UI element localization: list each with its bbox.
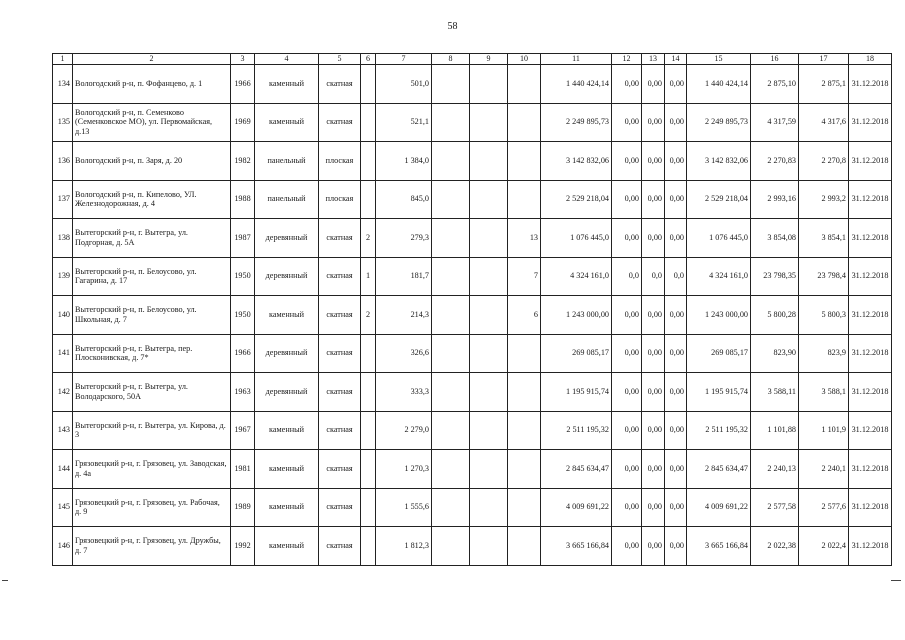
column-13-cell: 0,00 (642, 296, 665, 335)
total-cost-cell: 2 511 195,32 (541, 411, 612, 450)
rounded-unit-cost-cell: 2 577,6 (799, 488, 849, 527)
rounded-unit-cost-cell: 2 022,4 (799, 527, 849, 566)
column-14-cell: 0,00 (665, 219, 687, 258)
residents-cell (508, 65, 541, 104)
area-cell: 501,0 (376, 65, 432, 104)
column-15-cell: 2 511 195,32 (687, 411, 751, 450)
column-8-cell (432, 450, 470, 489)
unit-cost-cell: 2 270,83 (751, 142, 799, 181)
column-number-header: 7 (376, 54, 432, 65)
floors-cell (361, 180, 376, 219)
address-cell: Вытегорский р-н, п. Белоусово, ул. Школьная, д. 7 (73, 296, 231, 335)
column-13-cell: 0,00 (642, 334, 665, 373)
column-9-cell (470, 411, 508, 450)
column-15-cell: 1 440 424,14 (687, 65, 751, 104)
unit-cost-cell: 1 101,88 (751, 411, 799, 450)
roof-type-cell: скатная (319, 103, 361, 142)
row-number-cell: 144 (53, 450, 73, 489)
address-cell: Грязовецкий р-н, г. Грязовец, ул. Рабочая, д. 9 (73, 488, 231, 527)
column-13-cell: 0,00 (642, 488, 665, 527)
column-8-cell (432, 334, 470, 373)
column-15-cell: 3 142 832,06 (687, 142, 751, 181)
deadline-date-cell: 31.12.2018 (849, 180, 892, 219)
residents-cell (508, 334, 541, 373)
address-cell: Вытегорский р-н, п. Белоусово, ул. Гагарина, д. 17 (73, 257, 231, 296)
residents-cell (508, 411, 541, 450)
year-cell: 1982 (231, 142, 255, 181)
column-14-cell: 0,00 (665, 296, 687, 335)
column-14-cell: 0,00 (665, 103, 687, 142)
roof-type-cell: скатная (319, 257, 361, 296)
column-number-header: 16 (751, 54, 799, 65)
column-9-cell (470, 142, 508, 181)
column-13-cell: 0,00 (642, 527, 665, 566)
column-number-header: 4 (255, 54, 319, 65)
total-cost-cell: 1 076 445,0 (541, 219, 612, 258)
roof-type-cell: скатная (319, 527, 361, 566)
floors-cell (361, 65, 376, 104)
column-15-cell: 2 845 634,47 (687, 450, 751, 489)
floors-cell (361, 411, 376, 450)
year-cell: 1966 (231, 65, 255, 104)
column-13-cell: 0,00 (642, 373, 665, 412)
residents-cell (508, 450, 541, 489)
unit-cost-cell: 823,90 (751, 334, 799, 373)
column-number-header: 10 (508, 54, 541, 65)
year-cell: 1950 (231, 257, 255, 296)
area-cell: 333,3 (376, 373, 432, 412)
total-cost-cell: 3 142 832,06 (541, 142, 612, 181)
total-cost-cell: 1 243 000,00 (541, 296, 612, 335)
margin-mark (2, 580, 8, 581)
total-cost-cell: 1 195 915,74 (541, 373, 612, 412)
column-14-cell: 0,00 (665, 334, 687, 373)
wall-material-cell: каменный (255, 65, 319, 104)
deadline-date-cell: 31.12.2018 (849, 527, 892, 566)
table-body (53, 65, 892, 566)
column-number-header: 15 (687, 54, 751, 65)
total-cost-cell: 2 249 895,73 (541, 103, 612, 142)
wall-material-cell: панельный (255, 142, 319, 181)
area-cell: 521,1 (376, 103, 432, 142)
unit-cost-cell: 2 577,58 (751, 488, 799, 527)
residents-cell: 7 (508, 257, 541, 296)
unit-cost-cell: 2 875,10 (751, 65, 799, 104)
column-12-cell: 0,00 (612, 334, 642, 373)
deadline-date-cell: 31.12.2018 (849, 411, 892, 450)
area-cell: 279,3 (376, 219, 432, 258)
address-cell: Вытегорский р-н, г. Вытегра, ул. Подгорная, д. 5А (73, 219, 231, 258)
rounded-unit-cost-cell: 1 101,9 (799, 411, 849, 450)
column-9-cell (470, 257, 508, 296)
address-cell: Вытегорский р-н, г. Вытегра, пер. Плосконивская, д. 7* (73, 334, 231, 373)
table-row (53, 219, 892, 258)
column-number-header: 11 (541, 54, 612, 65)
rounded-unit-cost-cell: 5 800,3 (799, 296, 849, 335)
address-cell: Вологодский р-н, п. Фофанцево, д. 1 (73, 65, 231, 104)
table-row (53, 180, 892, 219)
margin-mark (891, 580, 901, 581)
column-9-cell (470, 180, 508, 219)
column-9-cell (470, 65, 508, 104)
row-number-cell: 136 (53, 142, 73, 181)
column-9-cell (470, 488, 508, 527)
column-13-cell: 0,00 (642, 411, 665, 450)
column-8-cell (432, 527, 470, 566)
floors-cell: 2 (361, 296, 376, 335)
unit-cost-cell: 23 798,35 (751, 257, 799, 296)
table-row (53, 257, 892, 296)
column-13-cell: 0,00 (642, 142, 665, 181)
year-cell: 1981 (231, 450, 255, 489)
year-cell: 1992 (231, 527, 255, 566)
column-number-header: 17 (799, 54, 849, 65)
column-8-cell (432, 296, 470, 335)
row-number-cell: 137 (53, 180, 73, 219)
column-number-header: 3 (231, 54, 255, 65)
area-cell: 1 812,3 (376, 527, 432, 566)
column-12-cell: 0,00 (612, 411, 642, 450)
table-row (53, 373, 892, 412)
residents-cell: 13 (508, 219, 541, 258)
row-number-cell: 141 (53, 334, 73, 373)
column-14-cell: 0,00 (665, 180, 687, 219)
residents-cell (508, 142, 541, 181)
unit-cost-cell: 2 993,16 (751, 180, 799, 219)
column-14-cell: 0,00 (665, 373, 687, 412)
table-row (53, 488, 892, 527)
address-cell: Вытегорский р-н, г. Вытегра, ул. Кирова, д. 3 (73, 411, 231, 450)
column-number-header: 9 (470, 54, 508, 65)
column-9-cell (470, 373, 508, 412)
column-13-cell: 0,00 (642, 103, 665, 142)
column-12-cell: 0,00 (612, 488, 642, 527)
column-8-cell (432, 488, 470, 527)
unit-cost-cell: 2 022,38 (751, 527, 799, 566)
column-12-cell: 0,00 (612, 219, 642, 258)
column-12-cell: 0,0 (612, 257, 642, 296)
deadline-date-cell: 31.12.2018 (849, 334, 892, 373)
table-row (53, 142, 892, 181)
column-number-header: 5 (319, 54, 361, 65)
rounded-unit-cost-cell: 2 270,8 (799, 142, 849, 181)
residents-cell (508, 527, 541, 566)
column-12-cell: 0,00 (612, 450, 642, 489)
residents-cell (508, 373, 541, 412)
area-cell: 181,7 (376, 257, 432, 296)
floors-cell (361, 373, 376, 412)
deadline-date-cell: 31.12.2018 (849, 219, 892, 258)
year-cell: 1950 (231, 296, 255, 335)
floors-cell (361, 450, 376, 489)
column-15-cell: 2 529 218,04 (687, 180, 751, 219)
residents-cell (508, 180, 541, 219)
column-number-header: 1 (53, 54, 73, 65)
residents-cell (508, 488, 541, 527)
address-cell: Вытегорский р-н, г. Вытегра, ул. Володарского, 50А (73, 373, 231, 412)
row-number-cell: 142 (53, 373, 73, 412)
column-12-cell: 0,00 (612, 142, 642, 181)
wall-material-cell: каменный (255, 488, 319, 527)
column-12-cell: 0,00 (612, 103, 642, 142)
table-row (53, 411, 892, 450)
floors-cell: 1 (361, 257, 376, 296)
column-14-cell: 0,00 (665, 450, 687, 489)
year-cell: 1989 (231, 488, 255, 527)
year-cell: 1967 (231, 411, 255, 450)
column-14-cell: 0,00 (665, 65, 687, 104)
register-table (52, 53, 892, 566)
total-cost-cell: 1 440 424,14 (541, 65, 612, 104)
year-cell: 1969 (231, 103, 255, 142)
residents-cell: 6 (508, 296, 541, 335)
year-cell: 1966 (231, 334, 255, 373)
column-14-cell: 0,0 (665, 257, 687, 296)
column-9-cell (470, 219, 508, 258)
column-9-cell (470, 103, 508, 142)
table-row (53, 450, 892, 489)
unit-cost-cell: 3 588,11 (751, 373, 799, 412)
deadline-date-cell: 31.12.2018 (849, 257, 892, 296)
header-row (53, 54, 892, 65)
year-cell: 1963 (231, 373, 255, 412)
row-number-cell: 145 (53, 488, 73, 527)
deadline-date-cell: 31.12.2018 (849, 488, 892, 527)
column-number-header: 13 (642, 54, 665, 65)
table-row (53, 527, 892, 566)
floors-cell: 2 (361, 219, 376, 258)
total-cost-cell: 269 085,17 (541, 334, 612, 373)
unit-cost-cell: 5 800,28 (751, 296, 799, 335)
column-12-cell: 0,00 (612, 65, 642, 104)
floors-cell (361, 334, 376, 373)
column-9-cell (470, 527, 508, 566)
address-cell: Грязовецкий р-н, г. Грязовец, ул. Дружбы, д. 7 (73, 527, 231, 566)
area-cell: 326,6 (376, 334, 432, 373)
column-number-header: 14 (665, 54, 687, 65)
column-9-cell (470, 450, 508, 489)
column-15-cell: 1 243 000,00 (687, 296, 751, 335)
column-15-cell: 4 324 161,0 (687, 257, 751, 296)
column-8-cell (432, 257, 470, 296)
rounded-unit-cost-cell: 823,9 (799, 334, 849, 373)
deadline-date-cell: 31.12.2018 (849, 296, 892, 335)
column-9-cell (470, 334, 508, 373)
column-12-cell: 0,00 (612, 180, 642, 219)
column-number-header: 6 (361, 54, 376, 65)
rounded-unit-cost-cell: 2 875,1 (799, 65, 849, 104)
floors-cell (361, 103, 376, 142)
roof-type-cell: скатная (319, 334, 361, 373)
roof-type-cell: скатная (319, 219, 361, 258)
address-cell: Грязовецкий р-н, г. Грязовец, ул. Заводская, д. 4а (73, 450, 231, 489)
deadline-date-cell: 31.12.2018 (849, 373, 892, 412)
column-13-cell: 0,0 (642, 257, 665, 296)
column-13-cell: 0,00 (642, 219, 665, 258)
rounded-unit-cost-cell: 23 798,4 (799, 257, 849, 296)
column-14-cell: 0,00 (665, 142, 687, 181)
total-cost-cell: 4 324 161,0 (541, 257, 612, 296)
table-row (53, 334, 892, 373)
roof-type-cell: скатная (319, 373, 361, 412)
row-number-cell: 139 (53, 257, 73, 296)
wall-material-cell: каменный (255, 450, 319, 489)
rounded-unit-cost-cell: 2 240,1 (799, 450, 849, 489)
column-number-header: 18 (849, 54, 892, 65)
total-cost-cell: 2 529 218,04 (541, 180, 612, 219)
column-13-cell: 0,00 (642, 65, 665, 104)
year-cell: 1988 (231, 180, 255, 219)
wall-material-cell: панельный (255, 180, 319, 219)
unit-cost-cell: 3 854,08 (751, 219, 799, 258)
rounded-unit-cost-cell: 3 588,1 (799, 373, 849, 412)
area-cell: 1 270,3 (376, 450, 432, 489)
residents-cell (508, 103, 541, 142)
wall-material-cell: деревянный (255, 334, 319, 373)
floors-cell (361, 142, 376, 181)
column-15-cell: 3 665 166,84 (687, 527, 751, 566)
column-8-cell (432, 103, 470, 142)
address-cell: Вологодский р-н, п. Кипелово, УЛ. Железнодорожная, д. 4 (73, 180, 231, 219)
deadline-date-cell: 31.12.2018 (849, 142, 892, 181)
column-number-header: 12 (612, 54, 642, 65)
unit-cost-cell: 2 240,13 (751, 450, 799, 489)
year-cell: 1987 (231, 219, 255, 258)
column-12-cell: 0,00 (612, 527, 642, 566)
column-number-header: 8 (432, 54, 470, 65)
total-cost-cell: 3 665 166,84 (541, 527, 612, 566)
total-cost-cell: 4 009 691,22 (541, 488, 612, 527)
column-12-cell: 0,00 (612, 296, 642, 335)
wall-material-cell: каменный (255, 527, 319, 566)
address-cell: Вологодский р-н, п. Заря, д. 20 (73, 142, 231, 181)
rounded-unit-cost-cell: 3 854,1 (799, 219, 849, 258)
row-number-cell: 146 (53, 527, 73, 566)
roof-type-cell: скатная (319, 411, 361, 450)
roof-type-cell: скатная (319, 488, 361, 527)
area-cell: 1 384,0 (376, 142, 432, 181)
column-15-cell: 269 085,17 (687, 334, 751, 373)
column-13-cell: 0,00 (642, 180, 665, 219)
row-number-cell: 138 (53, 219, 73, 258)
area-cell: 845,0 (376, 180, 432, 219)
column-8-cell (432, 180, 470, 219)
column-8-cell (432, 65, 470, 104)
column-8-cell (432, 373, 470, 412)
area-cell: 1 555,6 (376, 488, 432, 527)
deadline-date-cell: 31.12.2018 (849, 103, 892, 142)
row-number-cell: 140 (53, 296, 73, 335)
deadline-date-cell: 31.12.2018 (849, 65, 892, 104)
wall-material-cell: каменный (255, 296, 319, 335)
area-cell: 2 279,0 (376, 411, 432, 450)
row-number-cell: 134 (53, 65, 73, 104)
column-14-cell: 0,00 (665, 411, 687, 450)
area-cell: 214,3 (376, 296, 432, 335)
wall-material-cell: каменный (255, 103, 319, 142)
column-9-cell (470, 296, 508, 335)
floors-cell (361, 488, 376, 527)
total-cost-cell: 2 845 634,47 (541, 450, 612, 489)
column-15-cell: 2 249 895,73 (687, 103, 751, 142)
wall-material-cell: деревянный (255, 257, 319, 296)
table-row (53, 296, 892, 335)
column-8-cell (432, 142, 470, 181)
column-14-cell: 0,00 (665, 527, 687, 566)
column-15-cell: 4 009 691,22 (687, 488, 751, 527)
column-13-cell: 0,00 (642, 450, 665, 489)
unit-cost-cell: 4 317,59 (751, 103, 799, 142)
table-row (53, 103, 892, 142)
column-14-cell: 0,00 (665, 488, 687, 527)
page-number: 58 (447, 21, 458, 32)
column-15-cell: 1 195 915,74 (687, 373, 751, 412)
deadline-date-cell: 31.12.2018 (849, 450, 892, 489)
row-number-cell: 135 (53, 103, 73, 142)
floors-cell (361, 527, 376, 566)
rounded-unit-cost-cell: 4 317,6 (799, 103, 849, 142)
column-8-cell (432, 219, 470, 258)
column-number-header: 2 (73, 54, 231, 65)
roof-type-cell: плоская (319, 142, 361, 181)
roof-type-cell: скатная (319, 65, 361, 104)
column-8-cell (432, 411, 470, 450)
address-cell: Вологодский р-н, п. Семенково (Семенковское МО), ул. Первомайская, д.13 (73, 103, 231, 142)
roof-type-cell: скатная (319, 450, 361, 489)
column-12-cell: 0,00 (612, 373, 642, 412)
roof-type-cell: плоская (319, 180, 361, 219)
row-number-cell: 143 (53, 411, 73, 450)
roof-type-cell: скатная (319, 296, 361, 335)
column-15-cell: 1 076 445,0 (687, 219, 751, 258)
wall-material-cell: каменный (255, 411, 319, 450)
wall-material-cell: деревянный (255, 219, 319, 258)
rounded-unit-cost-cell: 2 993,2 (799, 180, 849, 219)
wall-material-cell: деревянный (255, 373, 319, 412)
table-row (53, 65, 892, 104)
